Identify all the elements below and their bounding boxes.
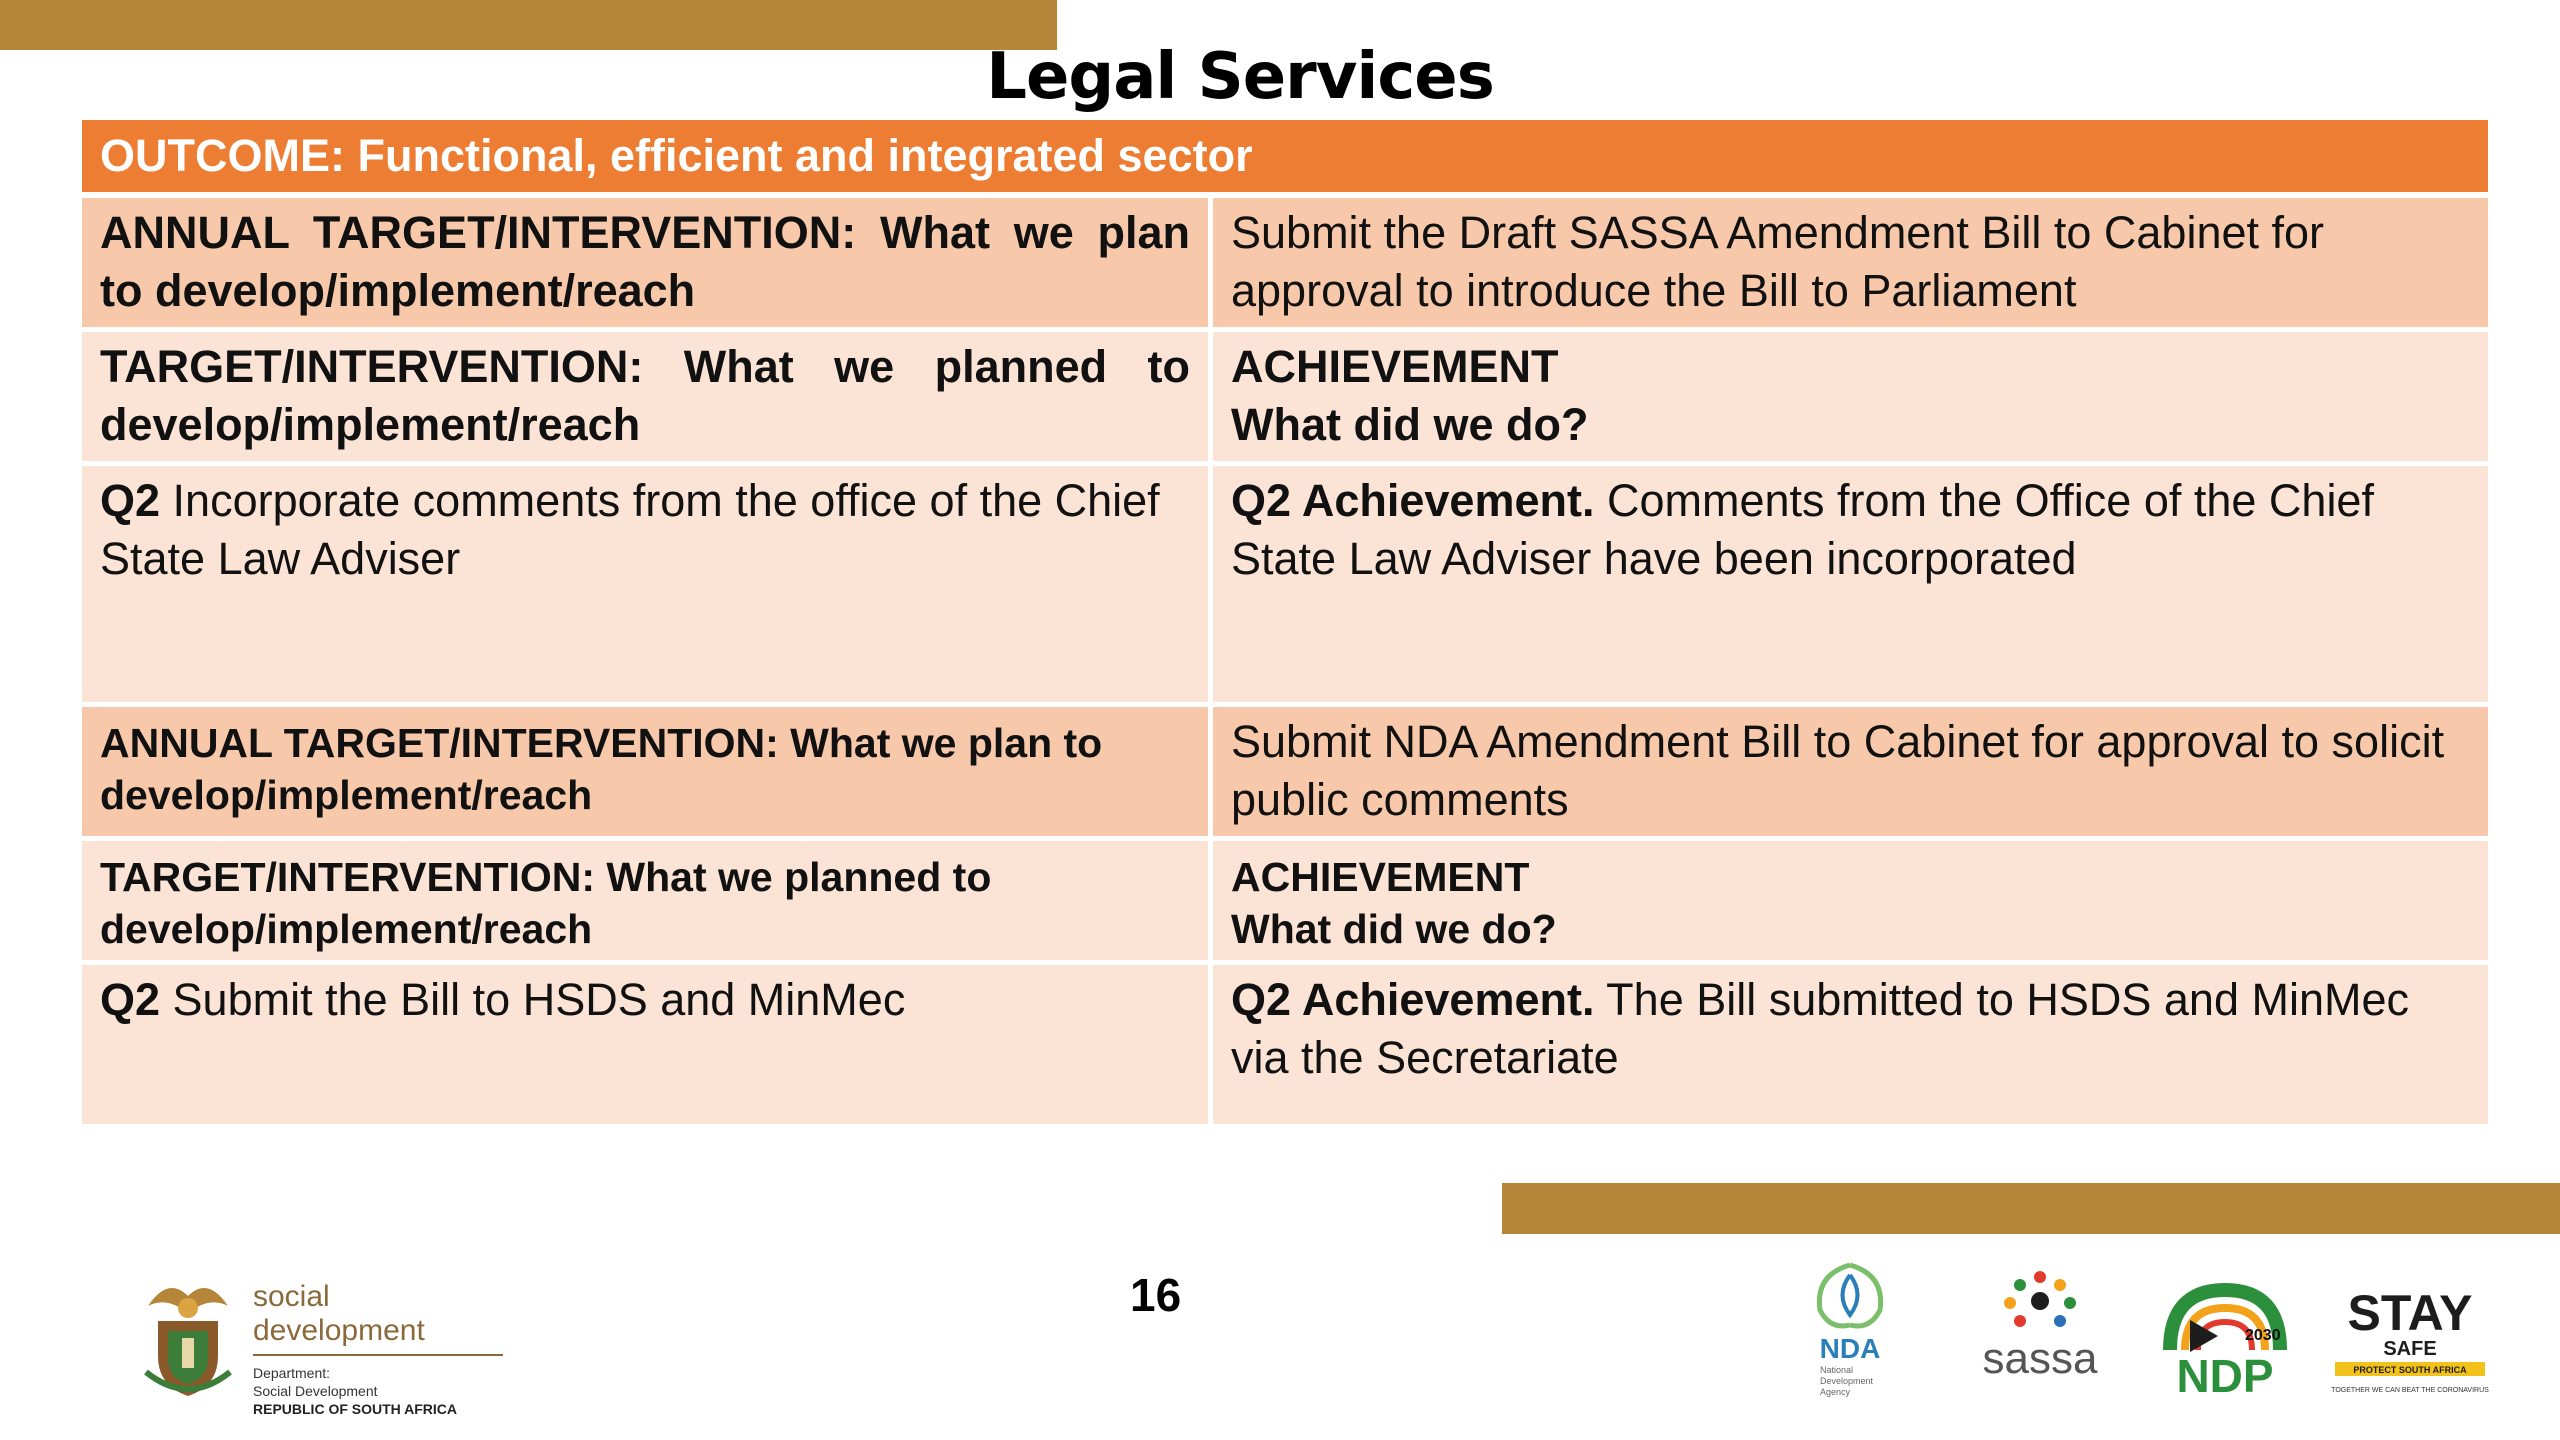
cell-text: Submit NDA Amendment Bill to Cabinet for approval to solicit public comments: [1231, 716, 2445, 825]
annual-target-label: [82, 707, 1208, 836]
department-line: Social Development: [253, 1383, 378, 1399]
nda-sub: Agency: [1820, 1387, 1851, 1397]
cell-text: Submit the Bill to HSDS and MinMec: [160, 974, 906, 1025]
coat-of-arms-icon: [138, 1276, 238, 1400]
ndp-label: NDP: [2176, 1350, 2274, 1400]
page-number: 16: [1130, 1269, 1182, 1321]
department-line: Department:: [253, 1365, 331, 1381]
together-label: TOGETHER WE CAN BEAT THE CORONAVIRUS: [2331, 1387, 2489, 1394]
target-label: [82, 332, 1208, 461]
achievement-question: What did we do?: [1231, 399, 1589, 450]
cell-bold: TARGET/INTERVENTION: What we planned to develop/implement/reach: [100, 854, 992, 952]
achievement-label: [1213, 332, 2488, 461]
sassa-label: sassa: [1982, 1334, 2098, 1383]
sassa-logo: [1965, 1265, 2115, 1395]
table-row: [82, 198, 2488, 327]
cell-text: The Bill submitted to HSDS and MinMec via the Secretariate: [1231, 974, 2409, 1083]
stay-safe-logo: [2325, 1280, 2495, 1405]
cell-bold: Q2 Achievement.: [1231, 475, 1595, 526]
cell-bold: Q2: [100, 974, 161, 1025]
slide-title: Legal Services: [986, 40, 1494, 114]
table-row: [82, 332, 2488, 461]
protect-label: PROTECT SOUTH AFRICA: [2353, 1365, 2467, 1375]
table-row: [82, 466, 2488, 702]
cell-text: Comments from the Office of the Chief State Law Adviser have been incorporated: [1231, 475, 2374, 584]
department-logo-text: [253, 1280, 503, 1418]
cell-bold: Q2 Achievement.: [1231, 974, 1595, 1025]
achievement-question: What did we do?: [1231, 906, 1557, 952]
nda-swirl-icon: [1819, 1265, 1880, 1326]
table-row: [82, 965, 2488, 1124]
cell-bold: TARGET/INTERVENTION: What we planned to develop/implement/reach: [100, 341, 1190, 450]
cell-bold: ANNUAL TARGET/INTERVENTION: What we plan to develop/implement/reach: [100, 207, 1190, 316]
cell-bold: ANNUAL TARGET/INTERVENTION: What we plan to develop/implement/reach: [100, 720, 1103, 818]
bottom-accent-bar: [1502, 1183, 2560, 1234]
table-row: [82, 841, 2488, 960]
q2-achievement: [1213, 965, 2488, 1124]
achievement-heading: ACHIEVEMENT: [1231, 341, 1559, 392]
nda-sub: National: [1820, 1365, 1854, 1375]
department-name: social development: [253, 1280, 425, 1347]
annual-target-value: [1213, 198, 2488, 327]
cell-text: Incorporate comments from the office of the Chief State Law Adviser: [100, 475, 1160, 584]
annual-target-label: [82, 198, 1208, 327]
target-label: [82, 841, 1208, 960]
cell-bold: Q2: [100, 475, 161, 526]
safe-label: SAFE: [2383, 1338, 2437, 1360]
q2-achievement: [1213, 466, 2488, 702]
achievement-label: [1213, 841, 2488, 960]
q2-target: [82, 965, 1208, 1124]
table-row: [82, 707, 2488, 836]
nda-sub: Development: [1820, 1376, 1874, 1386]
divider: [253, 1354, 503, 1356]
sassa-burst-icon: [2004, 1271, 2076, 1327]
nda-logo: [1800, 1255, 1900, 1405]
ndp-year: 2030: [2245, 1327, 2281, 1344]
cell-text: Submit the Draft SASSA Amendment Bill to Cabinet for approval to introduce the Bill to Parliament: [1231, 207, 2325, 316]
country-line: REPUBLIC OF SOUTH AFRICA: [253, 1401, 458, 1417]
q2-target: [82, 466, 1208, 702]
stay-label: STAY: [2347, 1285, 2473, 1341]
achievement-heading: ACHIEVEMENT: [1231, 854, 1530, 900]
ndp-2030-logo: [2160, 1280, 2290, 1400]
outcome-header: OUTCOME: Functional, efficient and integrated sector: [82, 120, 2488, 192]
nda-label: NDA: [1819, 1333, 1881, 1364]
annual-target-value: [1213, 707, 2488, 836]
legal-services-table: [82, 120, 2488, 1129]
